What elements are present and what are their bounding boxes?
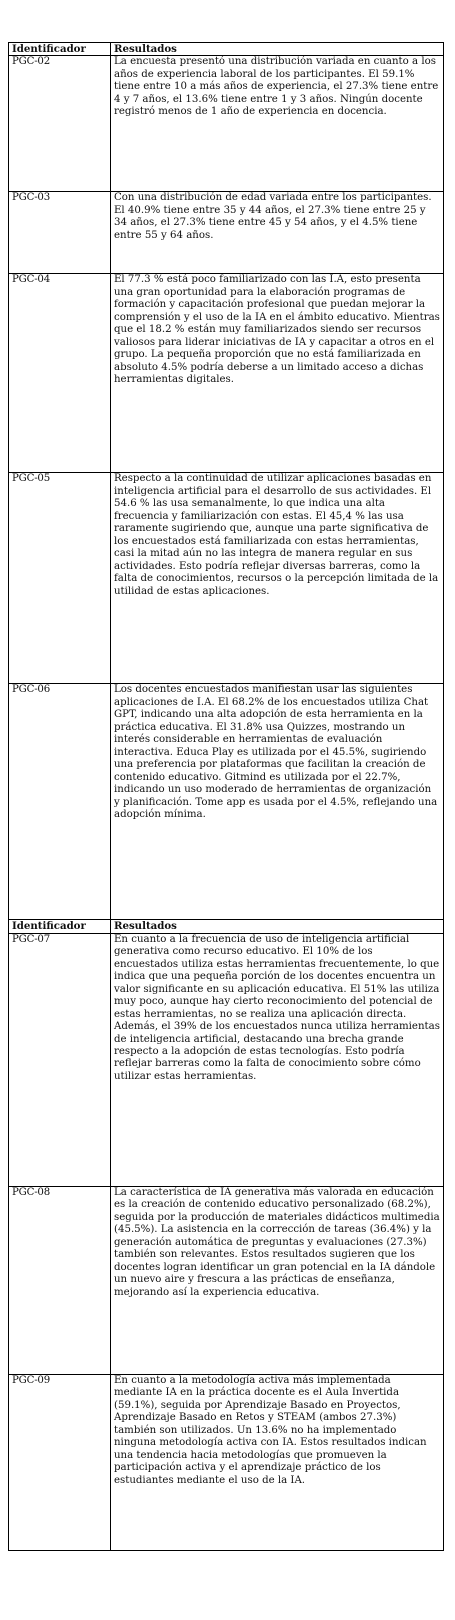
row-result: Respecto a la continuidad de utilizar aplicaciones basadas en inteligencia artificial para el desarrollo de sus actividades. El 54.6 % las usa semanalmente, lo que indica una alta frecuencia y familiarización con estas. El 45,4 % las usa raramente sugiriendo que, aunque una parte significativa de los encuestados está familiarizada con estas herramientas, casi la mitad aún no las integra de manera regular en sus actividades. Esto podría reflejar diversas barreras, como la falta de conocimientos, recursos o la percepción limitada de la utilidad de estas aplicaciones. (111, 473, 444, 684)
row-result: La característica de IA generativa más valorada en educación es la creación de contenido educativo personalizado (68.2%), seguida por la producción de materiales didácticos multimedia (45.5%). La asistencia en la corrección de tareas (36.4%) y la generación automática de preguntas y evaluaciones (27.3%) también son relevantes. Estos resultados sugieren que los docentes logran identificar un gran potencial en la IA dándole un nuevo aire y frescura a las prácticas de enseñanza, mejorando así la experiencia educativa. (111, 1186, 444, 1374)
row-identifier: PGC-07 (9, 933, 111, 1186)
header-identificador: Identificador (9, 920, 111, 933)
table-row (9, 192, 444, 274)
row-identifier: PGC-09 (9, 1374, 111, 1550)
table-row (9, 56, 444, 192)
header-resultados: Resultados (111, 920, 444, 933)
table-row (9, 1186, 444, 1374)
table-row (9, 1374, 444, 1550)
row-result: Con una distribución de edad variada entre los participantes. El 40.9% tiene entre 35 y 44 años, el 27.3% tiene entre 25 y 34 años, el 27.3% tiene entre 45 y 54 años, y el 4.5% tiene entre 55 y 64 años. (111, 192, 444, 274)
row-result: Los docentes encuestados manifiestan usar las siguientes aplicaciones de I.A. El 68.2% de los encuestados utiliza Chat GPT, indicando una alta adopción de esta herramienta en la práctica educativa. El 31.8% usa Quizzes, mostrando un interés considerable en herramientas de evaluación interactiva. Educa Play es utilizada por el 45.5%, sugiriendo una preferencia por plataformas que facilitan la creación de contenido educativo. Gitmind es utilizada por el 22.7%, indicando un uso moderado de herramientas de organización y planificación. Tome app es usada por el 4.5%, reflejando una adopción mínima. (111, 684, 444, 920)
table-row (9, 933, 444, 1186)
row-identifier: PGC-06 (9, 684, 111, 920)
table-row (9, 274, 444, 473)
header-resultados: Resultados (111, 43, 444, 56)
row-result: En cuanto a la frecuencia de uso de inteligencia artificial generativa como recurso educativo. El 10% de los encuestados utiliza estas herramientas frecuentemente, lo que indica que una pequeña porción de los docentes encuentra un valor significante en su aplicación educativa. El 51% las utiliza muy poco, aunque hay cierto reconocimiento del potencial de estas herramientas, no se realiza una aplicación directa. Además, el 39% de los encuestados nunca utiliza herramientas de inteligencia artificial, destacando una brecha grande respecto a la adopción de estas tecnologías. Esto podría reflejar barreras como la falta de conocimiento sobre cómo utilizar estas herramientas. (111, 933, 444, 1186)
row-identifier: PGC-05 (9, 473, 111, 684)
row-identifier: PGC-03 (9, 192, 111, 274)
header-row (9, 920, 444, 933)
row-identifier: PGC-04 (9, 274, 111, 473)
header-identificador: Identificador (9, 43, 111, 56)
header-row (9, 43, 444, 56)
table-row (9, 684, 444, 920)
row-identifier: PGC-08 (9, 1186, 111, 1374)
results-table (8, 42, 444, 1551)
row-result: En cuanto a la metodología activa más implementada mediante IA en la práctica docente es el Aula Invertida (59.1%), seguida por Aprendizaje Basado en Proyectos, Aprendizaje Basado en Retos y STEAM (ambos 27.3%) también son utilizados. Un 13.6% no ha implementado ninguna metodología activa con IA. Estos resultados indican una tendencia hacia metodologías que promueven la participación activa y el aprendizaje práctico de los estudiantes mediante el uso de la IA. (111, 1374, 444, 1550)
table-row (9, 473, 444, 684)
row-identifier: PGC-02 (9, 56, 111, 192)
row-result: El 77.3 % está poco familiarizado con las I.A, esto presenta una gran oportunidad para la elaboración programas de formación y capacitación profesional que puedan mejorar la comprensión y el uso de la IA en el ámbito educativo. Mientras que el 18.2 % están muy familiarizados siendo ser recursos valiosos para liderar iniciativas de IA y capacitar a otros en el grupo. La pequeña proporción que no está familiarizada en absoluto 4.5% podría deberse a un limitado acceso a dichas herramientas digitales. (111, 274, 444, 473)
row-result: La encuesta presentó una distribución variada en cuanto a los años de experiencia laboral de los participantes. El 59.1% tiene entre 10 a más años de experiencia, el 27.3% tiene entre 4 y 7 años, el 13.6% tiene entre 1 y 3 años. Ningún docente registró menos de 1 año de experiencia en docencia. (111, 56, 444, 192)
